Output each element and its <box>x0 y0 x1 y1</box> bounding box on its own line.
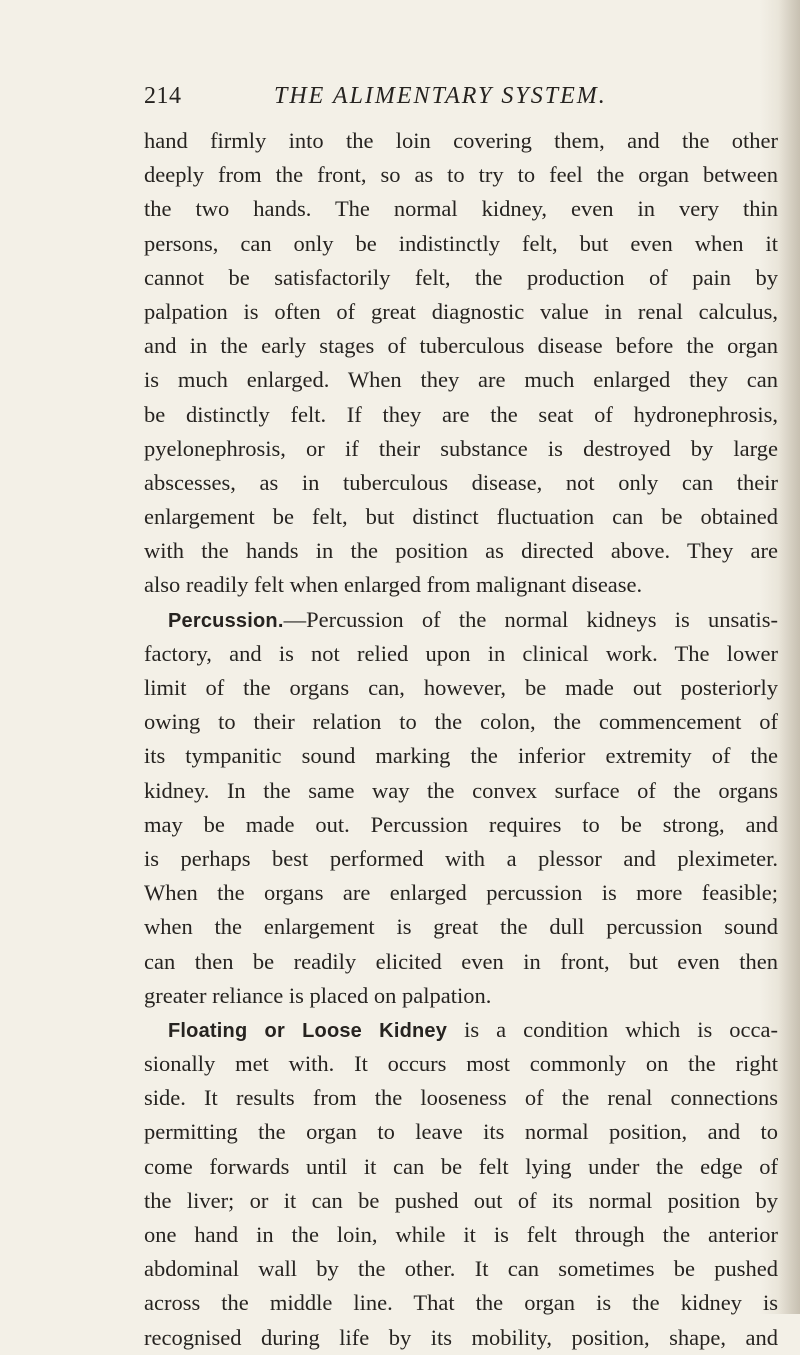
text-line: across the middle line. That the organ is the kidney is <box>144 1290 778 1316</box>
text-line: palpation is often of great diagnostic value in renal calculus, <box>144 298 778 324</box>
text-line: persons, can only be indistinctly felt, but even when it <box>144 230 778 256</box>
text-line: owing to their relation to the colon, the commencement of <box>144 709 778 735</box>
text-line: side. It results from the looseness of the renal connections <box>144 1085 778 1111</box>
text-line: is much enlarged. When they are much enlarged they can <box>144 367 778 393</box>
text-line: the liver; or it can be pushed out of its normal position by <box>144 1187 778 1213</box>
text-line: enlargement be felt, but distinct fluctuation can be obtained <box>144 504 778 530</box>
running-head: THE ALIMENTARY SYSTEM. <box>274 83 607 109</box>
text-line: recognised during life by its mobility, position, shape, and <box>144 1324 778 1350</box>
text-line: its tympanitic sound marking the inferior extremity of the <box>144 743 778 769</box>
section-heading-floating-kidney: Floating or Loose Kidney <box>168 1019 448 1042</box>
text-line: factory, and is not relied upon in clinical work. The lower <box>144 640 778 666</box>
text-run: is a condition which is occa- <box>447 1016 778 1042</box>
text-line: limit of the organs can, however, be made out posteriorly <box>144 675 778 700</box>
body-text <box>144 124 778 1355</box>
text-line: hand firmly into the loin covering them, and the other <box>144 128 778 153</box>
text-line: come forwards until it can be felt lying under the edge of <box>144 1153 778 1179</box>
text-line: kidney. In the same way the convex surface of the organs <box>144 777 778 803</box>
text-line: greater reliance is placed on palpation. <box>144 982 492 1008</box>
text-line-with-heading <box>144 603 778 637</box>
text-run: —Percussion of the normal kidneys is unsatis- <box>283 606 778 632</box>
text-line: pyelonephrosis, or if their substance is destroyed by large <box>144 435 778 461</box>
text-line: be distinctly felt. If they are the seat of hydronephrosis, <box>144 401 778 427</box>
text-line: and in the early stages of tuberculous disease before the organ <box>144 333 778 359</box>
text-line: abscesses, as in tuberculous disease, not only can their <box>144 469 778 495</box>
text-line: may be made out. Percussion requires to be strong, and <box>144 811 778 837</box>
text-line: when the enlargement is great the dull percussion sound <box>144 914 778 940</box>
text-line: is perhaps best performed with a plessor and pleximeter. <box>144 845 778 871</box>
text-line: permitting the organ to leave its normal position, and to <box>144 1119 778 1145</box>
text-line: cannot be satisfactorily felt, the production of pain by <box>144 264 778 290</box>
text-line: When the organs are enlarged percussion is more feasible; <box>144 880 778 906</box>
text-line: deeply from the front, so as to try to feel the organ between <box>144 162 778 188</box>
page-number: 214 <box>144 83 182 109</box>
text-line-with-heading <box>144 1013 778 1047</box>
text-line: one hand in the loin, while it is felt through the anterior <box>144 1222 778 1247</box>
text-line: can then be readily elicited even in front, but even then <box>144 948 778 974</box>
text-line: with the hands in the position as directed above. They are <box>144 538 778 564</box>
text-line: also readily felt when enlarged from malignant disease. <box>144 572 643 598</box>
text-line: sionally met with. It occurs most commonly on the right <box>144 1051 778 1077</box>
text-line: the two hands. The normal kidney, even in very thin <box>144 196 778 222</box>
page-edge-shadow <box>778 0 800 1314</box>
page-header <box>144 78 674 114</box>
section-heading-percussion: Percussion. <box>168 609 284 632</box>
text-line: abdominal wall by the other. It can sometimes be pushed <box>144 1256 778 1282</box>
